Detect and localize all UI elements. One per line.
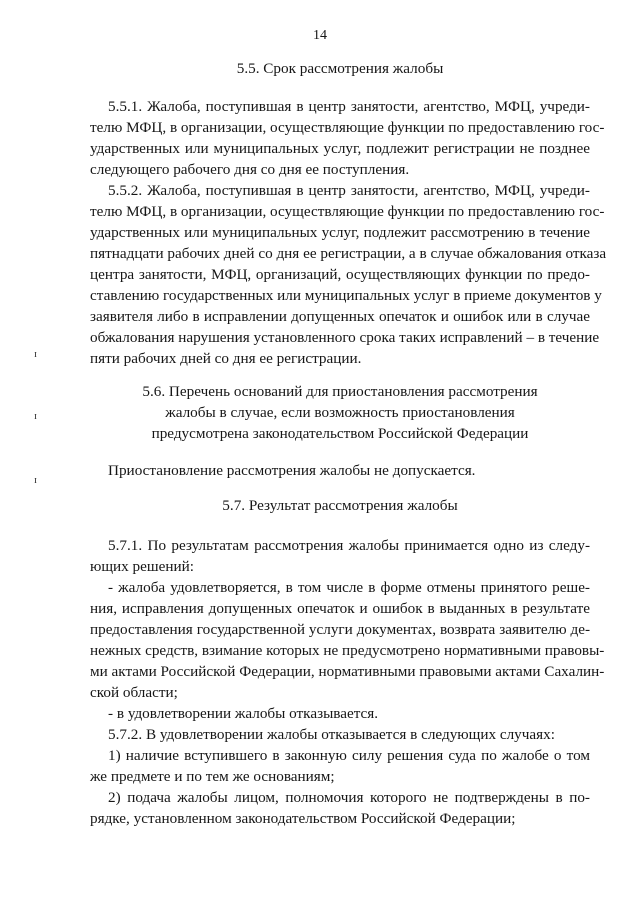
- para-5-5-2-line: заявителя либо в исправлении допущенных опечаток и ошибок или в случае: [90, 308, 590, 325]
- para-5-5-2-line: пяти рабочих дней со дня ее регистрации.: [90, 350, 362, 367]
- para-5-7-1-line: нежных средств, взимание которых не предусмотрено нормативными правовы-: [90, 642, 605, 659]
- heading-5-6-line: предусмотрена законодательством Российской Федерации: [151, 425, 529, 442]
- para-5-7-1-line: ющих решений:: [90, 558, 194, 575]
- para-5-7-2-line: 2) подача жалобы лицом, полномочия которого не подтверждены в по-: [108, 789, 590, 806]
- heading-5-5: 5.5. Срок рассмотрения жалобы: [236, 60, 444, 77]
- para-5-7-2-line: рядке, установленном законодательством Российской Федерации;: [90, 810, 516, 827]
- margin-mark: ɪ: [34, 474, 38, 486]
- page-number: 14: [313, 28, 327, 43]
- heading-5-6-line: 5.6. Перечень оснований для приостановления рассмотрения: [142, 383, 538, 400]
- para-5-5-2-line: обжалования нарушения установленного срока таких исправлений – в течение: [90, 329, 600, 346]
- para-5-7-1-line: - жалоба удовлетворяется, в том числе в форме отмены принятого реше-: [108, 579, 590, 596]
- para-5-7-2-line: 5.7.2. В удовлетворении жалобы отказывается в следующих случаях:: [108, 726, 555, 743]
- margin-mark: ɪ: [34, 348, 38, 360]
- heading-5-6-line: жалобы в случае, если возможность приостановления: [165, 404, 515, 421]
- para-5-7-1-line: предоставления государственной услуги документах, возврата заявителю де-: [90, 621, 590, 638]
- para-5-5-2-line: ударственных или муниципальных услуг, подлежит рассмотрению в течение: [90, 224, 590, 241]
- para-5-5-2-line: центра занятости, МФЦ, организаций, осуществляющих функции по предо-: [90, 266, 590, 283]
- para-5-5-2-line: пятнадцати рабочих дней со дня ее регистрации, а в случае обжалования отказа: [90, 245, 607, 262]
- para-5-7-2-line: же предмете и по тем же основаниям;: [90, 768, 335, 785]
- margin-mark: ɪ: [34, 410, 38, 422]
- para-5-7-2-line: 1) наличие вступившего в законную силу решения суда по жалобе о том: [108, 747, 590, 764]
- para-5-5-2-line: ставлению государственных или муниципальных услуг в приеме документов у: [90, 287, 602, 304]
- para-5-7-1-line: ния, исправления допущенных опечаток и ошибок в выданных в результате: [90, 600, 590, 617]
- para-5-5-1-line: телю МФЦ, в организации, осуществляющие функции по предоставлению гос-: [90, 119, 605, 136]
- para-5-7-1-line: - в удовлетворении жалобы отказывается.: [108, 705, 379, 722]
- para-5-5-1-line: следующего рабочего дня со дня ее поступления.: [90, 161, 410, 178]
- para-5-5-1-line: ударственных или муниципальных услуг, подлежит регистрации не позднее: [90, 140, 590, 157]
- para-5-5-1-line: 5.5.1. Жалоба, поступившая в центр занятости, агентство, МФЦ, учреди-: [108, 98, 590, 115]
- para-5-7-1-line: ми актами Российской Федерации, нормативными правовыми актами Сахалин-: [90, 663, 605, 680]
- para-5-5-2-line: 5.5.2. Жалоба, поступившая в центр занятости, агентство, МФЦ, учреди-: [108, 182, 590, 199]
- para-5-7-1-line: ской области;: [90, 684, 178, 701]
- para-5-7-1-line: 5.7.1. По результатам рассмотрения жалобы принимается одно из следу-: [108, 537, 590, 554]
- heading-5-7: 5.7. Результат рассмотрения жалобы: [222, 497, 458, 514]
- suspension-statement: Приостановление рассмотрения жалобы не допускается.: [108, 462, 476, 479]
- para-5-5-2-line: телю МФЦ, в организации, осуществляющие функции по предоставлению гос-: [90, 203, 605, 220]
